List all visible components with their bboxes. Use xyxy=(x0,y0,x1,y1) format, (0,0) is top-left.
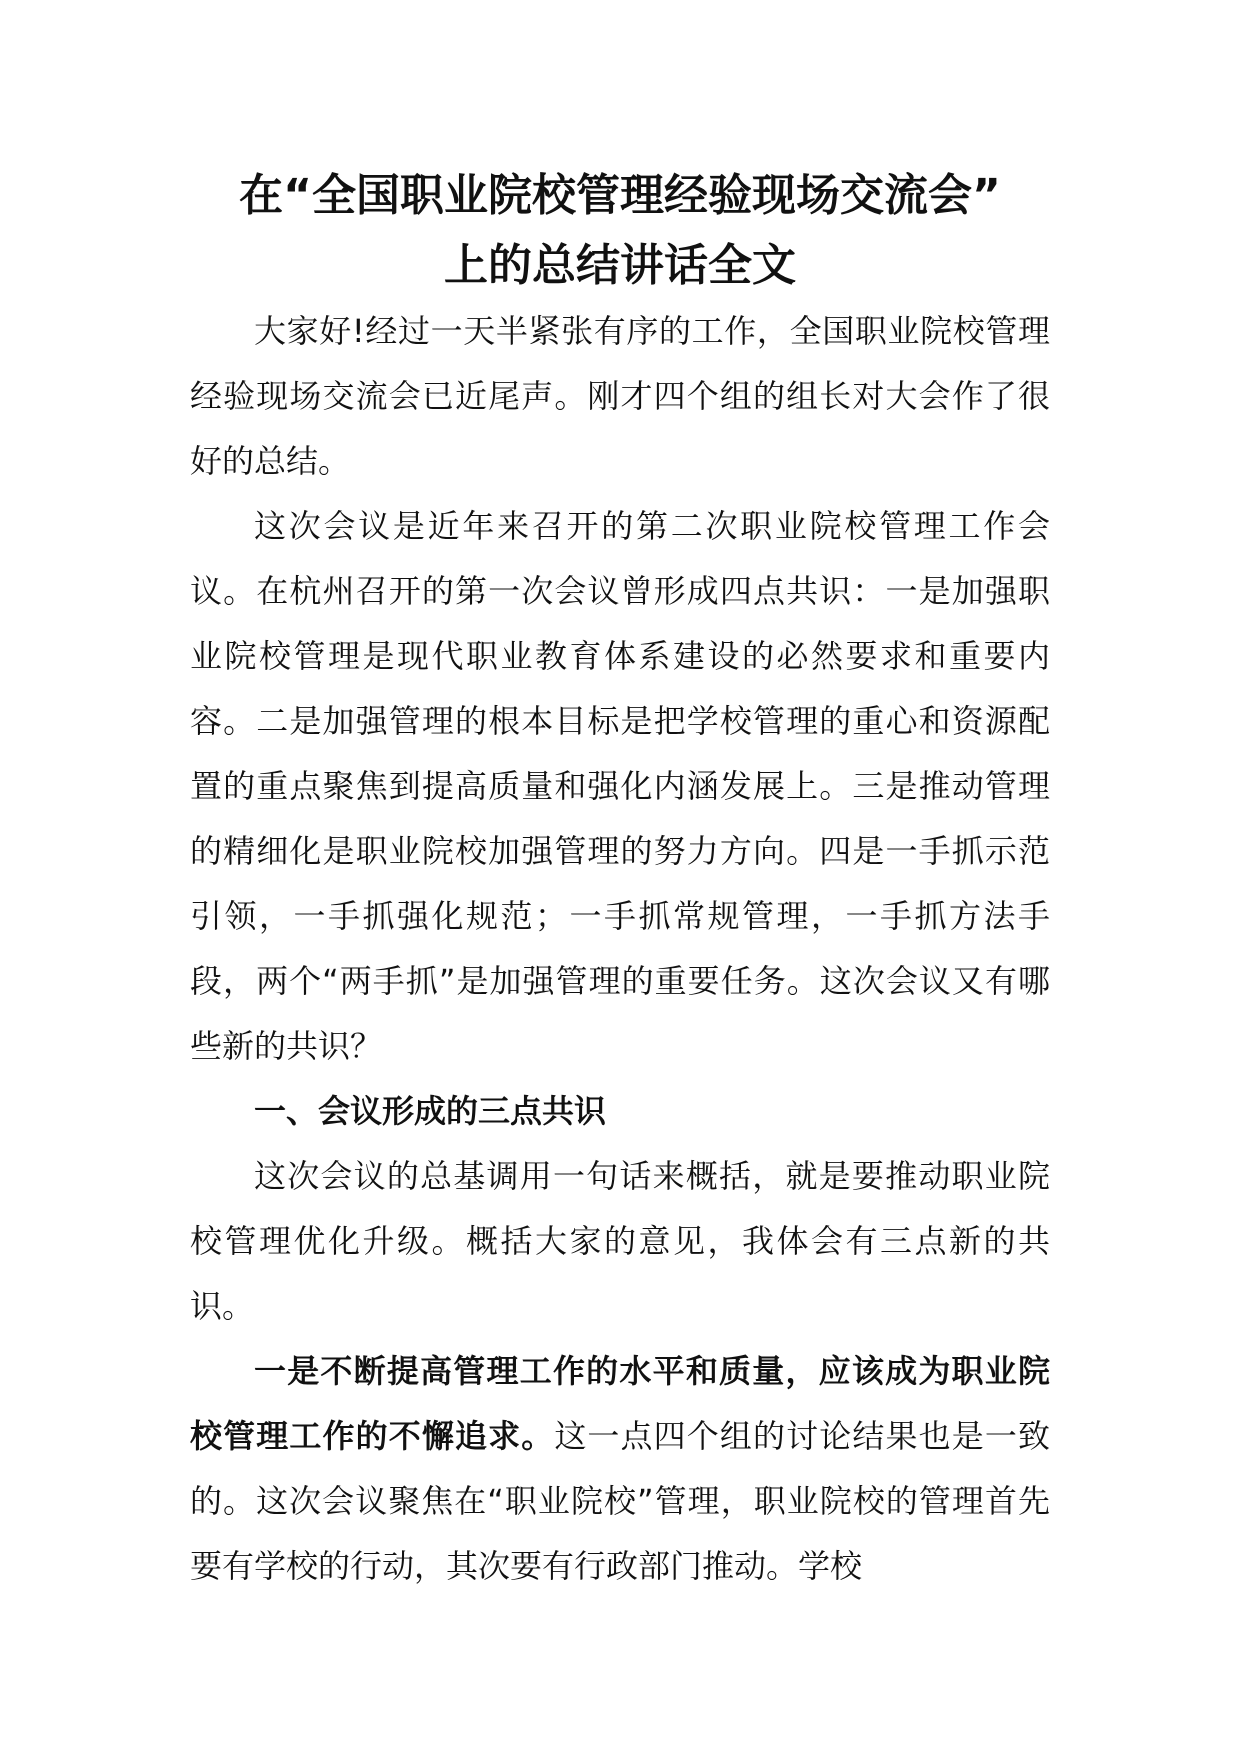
paragraph-first-consensus xyxy=(190,1339,1050,1599)
document-title-line-1: 在“全国职业院校管理经验现场交流会” xyxy=(239,170,1001,221)
paragraph-lead-sentence: 一是不断提高管理工作的水平和质量，应该成为职业院校管理工作的不懈追求。 xyxy=(190,1352,1050,1455)
paragraph-greeting: 大家好!经过一天半紧张有序的工作，全国职业院校管理经验现场交流会已近尾声。刚才四个组的组长对大会作了很好的总结。 xyxy=(190,312,1050,480)
paragraph-previous-consensus: 这次会议是近年来召开的第二次职业院校管理工作会议。在杭州召开的第一次会议曾形成四点共识：一是加强职业院校管理是现代职业教育体系建设的必然要求和重要内容。二是加强管理的根本目标是把学校管理的重心和资源配置的重点聚焦到提高质量和强化内涵发展上。三是推动管理的精细化是职业院校加强管理的努力方向。四是一手抓示范引领，一手抓强化规范；一手抓常规管理，一手抓方法手段，两个“两手抓”是加强管理的重要任务。这次会议又有哪些新的共识？ xyxy=(190,507,1050,1065)
document-title-line-2: 上的总结讲话全文 xyxy=(444,240,796,291)
section-heading: 一、会议形成的三点共识 xyxy=(254,1092,607,1130)
document-body xyxy=(190,299,1050,1599)
paragraph-continuation: 这一点四个组的讨论结果也是一致的。这次会议聚焦在“职业院校”管理，职业院校的管理首先要有学校的行动，其次要有行政部门推动。学校 xyxy=(190,1417,1050,1585)
paragraph-summary: 这次会议的总基调用一句话来概括，就是要推动职业院校管理优化升级。概括大家的意见，我体会有三点新的共识。 xyxy=(190,1157,1050,1325)
